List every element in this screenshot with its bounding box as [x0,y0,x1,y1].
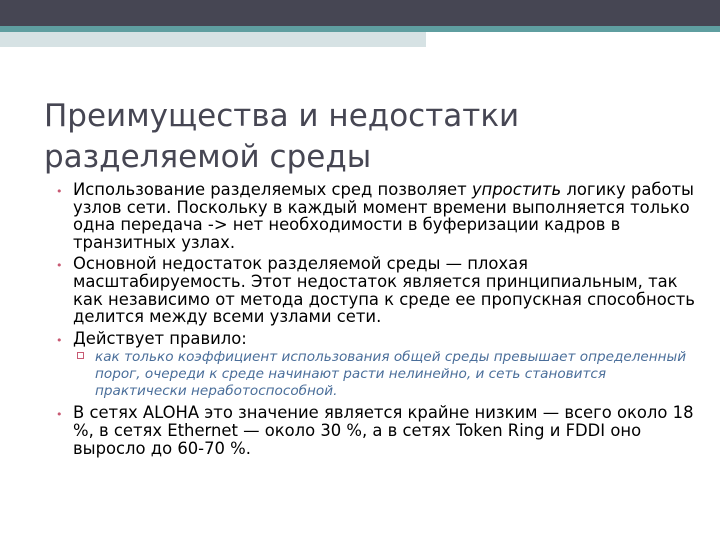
sub-bullet-item [73,349,696,400]
bullet-list [56,181,696,457]
bullet-1-text-post: логику работы узлов сети. Поскольку в каждый момент времени выполняется только одна передача -> нет необходимости в буферизации кадров в транзитных узлах. [73,180,695,252]
bullet-dot-icon: • [56,259,63,273]
slide-content [56,181,696,461]
bullet-2-text: Основной недостаток разделяемой среды — плохая масштабируемость. Этот недостаток является принципиальным, так как независимо от метода доступа к среде ее пропускная способность делится между всеми узлами сети. [73,254,695,327]
square-bullet-icon [77,352,84,359]
header-dark-bar [0,0,720,26]
bullet-dot-icon: • [56,333,63,347]
slide-title: Преимущества и недостатки разделяемой среды [44,98,520,175]
sub-bullet-list [73,349,696,400]
bullet-1-emphasis: упростить [471,180,562,199]
bullet-3-text: Действует правило: [73,328,247,348]
bullet-item-2 [56,255,696,325]
bullet-dot-icon: • [56,185,63,198]
bullet-1-text-pre: Использование разделяемых сред позволяет [73,180,472,199]
bullet-item-1 [56,181,696,251]
bullet-dot-icon: • [56,408,63,422]
bullet-item-3 [56,330,696,401]
bullet-4-text: В сетях ALOHA это значение является крайне низким — всего около 18 %, в сетях Ethernet — около 30 %, а в сетях Token Ring и FDDI оно выросло до 60-70 %. [73,403,694,458]
bullet-item-4 [56,404,696,457]
header-light-bar [0,32,426,47]
sub-bullet-text: как только коэффициент использования общей среды превышает определенный порог, очереди к среде начинают расти нелинейно, и сеть становится практически неработоспособной. [95,349,687,400]
